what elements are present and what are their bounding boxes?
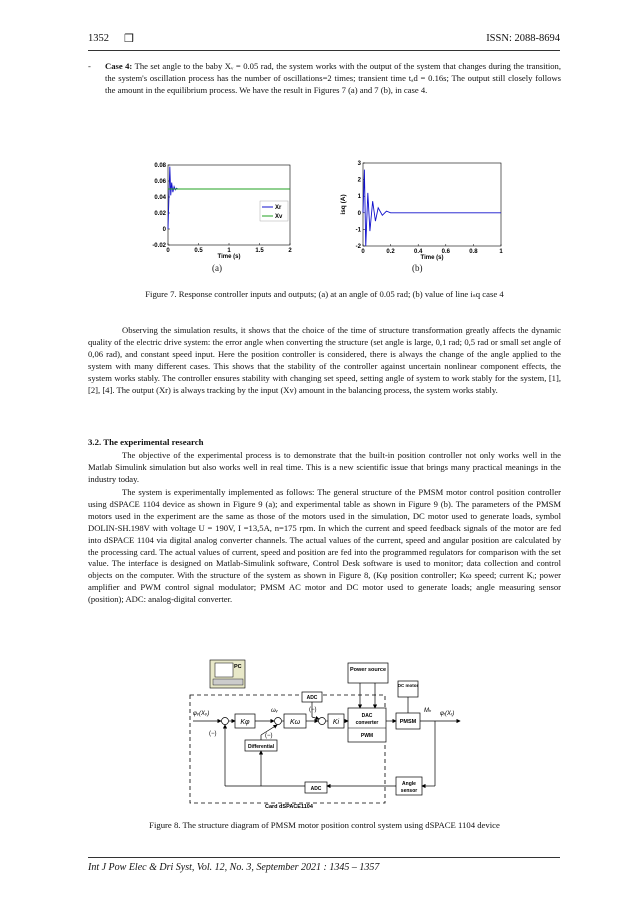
x-tick-label: 0.2 [386,249,395,255]
case4-paragraph [88,61,561,97]
dac-label: DAC [361,713,373,719]
y-tick-label: 0.06 [154,179,166,185]
adc-bottom-label: ADC [310,786,322,792]
sum-junction-3 [319,718,326,725]
figure7b-chart [335,160,510,265]
para2-text: The objective of the experimental process is to demonstrate that the built-in position controller not only works well in the Matlab Simulink simulation but also works well in real time. This is a new scientific issue that brings many practical meanings in the industry today. [88,450,561,484]
figure7a-sublabel: (a) [212,263,222,273]
pwm-label: PWM [360,733,374,739]
x-tick-label: 1.5 [255,248,264,254]
x-axis-label: Time (s) [420,255,444,261]
x-tick-label: 0.6 [441,249,450,255]
card-label: Card dSPACE1104 [265,804,313,810]
y-axis-label: isq (A) [340,194,347,215]
sum-junction-2 [275,718,282,725]
footer-citation: Int J Pow Elec & Dri Syst, Vol. 12, No. 3, September 2021 : 1345 – 1357 [88,862,380,873]
y-tick-label: 1 [357,194,361,201]
figure7b-sublabel: (b) [412,263,423,273]
para3-text: The system is experimentally implemented as follows: The general structure of the PMSM motor control position controller using dSPACE 1104 device as shown in Figure 9 (a); and experimental table as shown in Figure 9 (b). The parameters of the PMSM motors used in the experiment are the same as those of the motors used in the simulation, DC motor used to generate loads, symbol DOLIN-SH.198V with voltage U = 190V, I =13,5A, n=175 rpm. In which the current and speed feedback signals of the motor are fed into dSPACE 1104 via digital analog converter channels. The actual values of the current, speed and angular position are calculated by the processing card. The actual values of current, speed and position are fed into the programmed regulators for comparison with the set value. The interface is designed on Matlab-Simulink software, Control Desk software is used to monitor; data collection and control objects on the computer. With the structure of the system as shown in Figure 8, (Kφ position controller; Kω speed; current Kᵢ; power amplifier and PWM control signal modulator; PMSM AC motor and DC motor used to generate loads; angle measuring sensor (position); ADC: analog-digital converter. [88,487,561,605]
y-tick-label: 2 [357,177,361,184]
x-tick-label: 0.5 [194,248,203,254]
sum-junction-1 [222,718,229,725]
footer-rule [88,857,560,858]
x-axis-label: Time (s) [217,254,241,260]
sensor-label: sensor [400,788,418,794]
differential-label: Differential [247,744,275,750]
figure7-caption: Figure 7. Response controller inputs and outputs; (a) at an angle of 0.05 rad; (b) value of line iₛq case 4 [145,289,504,299]
y-tick-label: -0.02 [152,243,166,249]
case4-text: The set angle to the baby Xᵥ = 0.05 rad, the system works with the output of the system that changes during the transition, the system's oscillation process has the number of oscillations=2 times; transient time tₐd = 0.16s; The output still closely follows the amount in the equilibrium process. We have the result in Figures 7 (a) and 7 (b), in case 4. [105,61,561,95]
x-tick-label: 0 [166,248,170,254]
output-signal-label: φᵣ(Xᵣ) [440,711,455,717]
x-tick-label: 2 [288,248,292,254]
legend-box [260,201,288,221]
x-tick-label: 0.4 [414,249,423,255]
bullet-dash: - [88,61,91,71]
para1-text: Observing the simulation results, it shows that the choice of the time of structure transformation greatly affects the dynamic quality of the electric drive system: the error angle when converting the structure (set angle is large, 0,1 rad; 0,5 rad or small set angle of 0,06 rad), and constant speed input. Here the position controller is considered, there is always the change of the angle applied to the system with many different cases. This shows that the stability of the controller against uncertain nonlinear component effects, the system works stably. The controller ensures stability with changing set speed, setting angle of system to work stably for the system, [1], [2], [4]. The output (Xr) is always tracking by the input (Xv) amount in the balancing process, the system works stably. [88,325,561,395]
legend-label: Xr [275,205,282,211]
pmsm-label: PMSM [399,719,417,725]
y-tick-label: 0 [357,210,361,217]
dc-motor-label: DC motor [397,683,419,688]
body-para1 [88,325,561,396]
x-tick-label: 1 [499,249,503,255]
header-rule [88,50,560,51]
load-label: Mₕ [424,708,432,714]
y-tick-label: 0.08 [154,163,166,169]
minus-label-1: (−) [209,731,217,737]
body-para2 [88,450,561,486]
y-tick-label: -1 [355,227,361,234]
k-i-label: Ki [332,719,340,726]
case4-label: Case 4: [105,61,133,71]
page-number: 1352 [88,33,109,44]
issn: ISSN: 2088-8694 [486,33,560,44]
power-source-label: Power source [349,667,387,673]
pc-label: PC [234,664,242,670]
y-tick-label: 0.02 [154,211,166,217]
power-source-box [348,663,388,683]
y-tick-label: 3 [357,161,361,167]
converter-label: converter [355,720,379,726]
body-para3 [88,487,561,606]
k-omega-label: Kω [289,719,301,726]
x-tick-label: 0 [361,249,365,255]
minus-label-3: (−) [309,707,317,713]
y-tick-label: 0 [162,227,166,233]
omega-label: ωᵥ [271,708,278,714]
section-heading: 3.2. The experimental research [88,437,204,447]
k-phi-label: Kφ [240,719,250,726]
angle-label: Angle [402,781,416,787]
box-icon: ❒ [124,33,134,45]
adc-top-label: ADC [306,695,318,701]
minus-label-2: (−) [265,733,273,739]
legend-label: Xv [275,214,283,220]
x-tick-label: 0.8 [469,249,478,255]
figure7a-chart [140,160,300,265]
x-tick-label: 1 [227,248,231,254]
y-tick-label: -2 [355,244,361,250]
plot-frame [363,163,501,246]
figure8-diagram [185,655,475,810]
figure8-caption: Figure 8. The structure diagram of PMSM motor position control system using dSPACE 1104 device [149,820,500,830]
input-signal-label: φᵥ(Xᵥ) [193,711,210,717]
y-tick-label: 0.04 [154,195,166,201]
